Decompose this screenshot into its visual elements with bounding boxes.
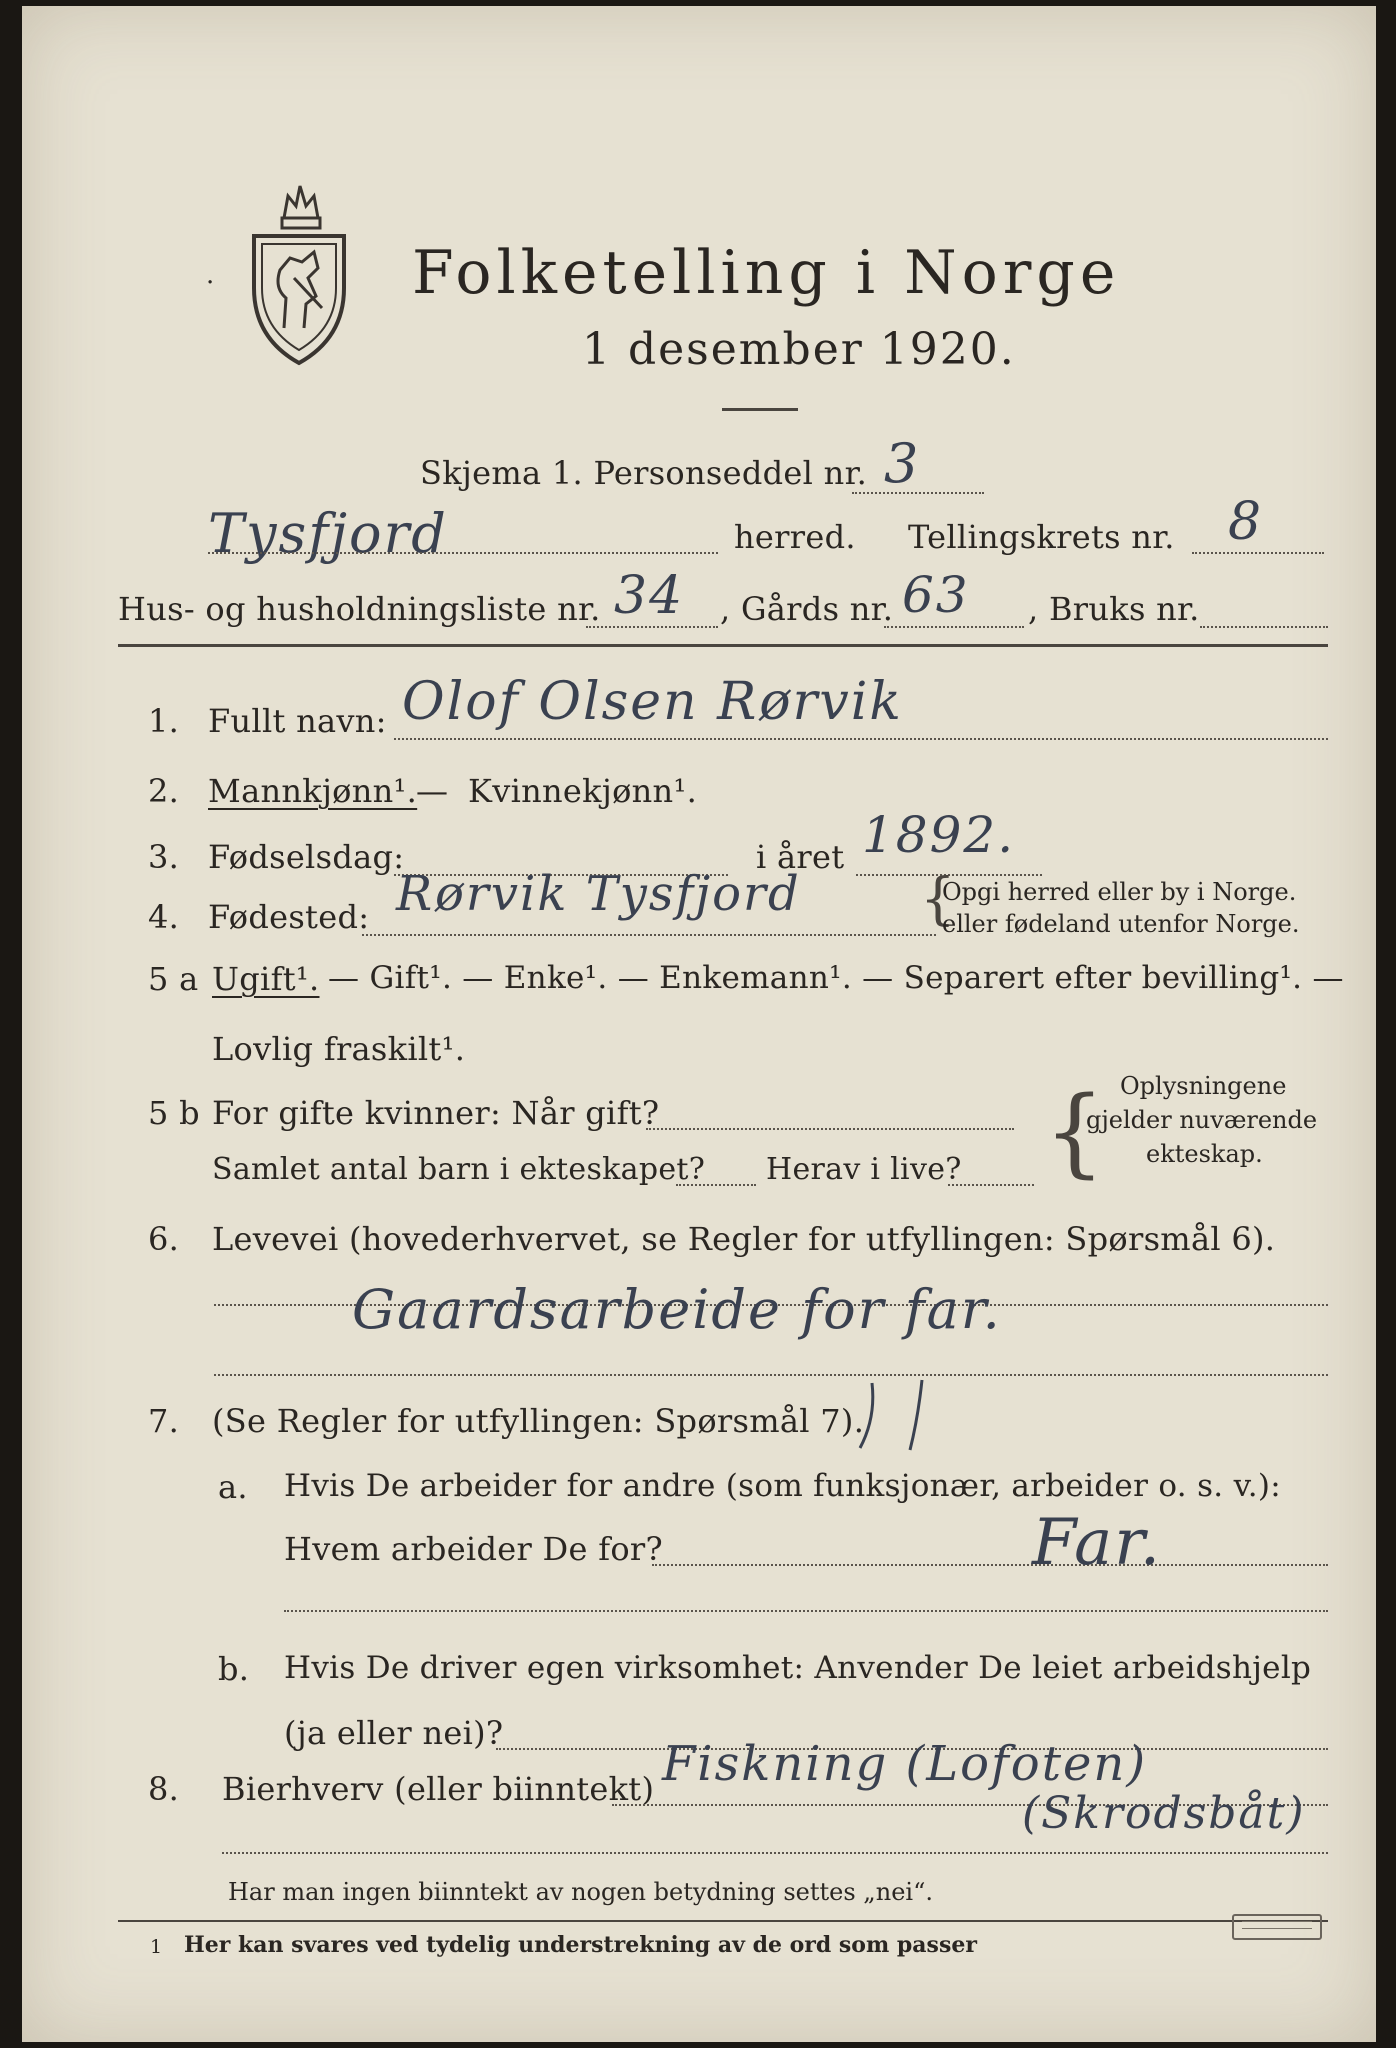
q5b-note-line3: ekteskap.	[1146, 1140, 1263, 1168]
q2-separator: —	[416, 772, 449, 810]
printer-stamp	[1232, 1914, 1322, 1940]
q4-dots	[362, 934, 936, 936]
q5b-brace: {	[1044, 1076, 1106, 1188]
q3-label: Fødselsdag:	[208, 838, 405, 876]
q8-dots-line2	[222, 1852, 1328, 1854]
q1-dots	[394, 738, 1328, 740]
q1-label: Fullt navn:	[208, 702, 387, 740]
q4-birthplace-value: Rørvik Tysfjord	[396, 866, 801, 922]
q4-note-line2: eller fødeland utenfor Norge.	[942, 910, 1300, 938]
q5b-alive-label: Herav i live?	[766, 1152, 962, 1187]
bruks-label: , Bruks nr.	[1028, 590, 1200, 628]
census-form-page	[22, 6, 1376, 2042]
header-rule	[118, 644, 1328, 647]
q2-female-option: Kvinnekjønn¹.	[468, 772, 698, 810]
q5b-number: 5 b	[148, 1094, 200, 1132]
footnote-text: Her kan svares ved tydelig understrekning av de ord som passer	[184, 1932, 977, 1958]
herred-dots	[208, 552, 718, 554]
q5b-children-label: Samlet antal barn i ekteskapet?	[212, 1152, 706, 1187]
coat-of-arms-emblem	[244, 178, 354, 368]
q1-full-name-value: Olof Olsen Rørvik	[402, 672, 903, 732]
q3-birth-year-value: 1892.	[862, 806, 1016, 864]
footnote-number: 1	[150, 1936, 163, 1958]
q8-side-income-value-line1: Fiskning (Lofoten)	[662, 1736, 1148, 1792]
gards-dots	[884, 626, 1024, 628]
q7a-dots-line2	[284, 1610, 1328, 1612]
q5b-alive-dots	[948, 1184, 1034, 1186]
tellingskrets-nr-value: 8	[1228, 492, 1264, 552]
footer-rule	[118, 1920, 1328, 1922]
husholdningsliste-dots	[586, 626, 718, 628]
q3-year-label: i året	[756, 838, 845, 876]
q2-number: 2.	[148, 772, 180, 810]
q3-number: 3.	[148, 838, 180, 876]
dot-mark: ·	[206, 268, 215, 298]
q5a-line2: Lovlig fraskilt¹.	[212, 1030, 466, 1068]
q5a-number: 5 a	[148, 960, 199, 998]
q7b-letter: b.	[218, 1650, 250, 1688]
q5b-note-line2: gjelder nuværende	[1086, 1106, 1318, 1134]
q7a-question: Hvem arbeider De for?	[284, 1530, 663, 1568]
q5b-children-dots	[676, 1184, 756, 1186]
q7a-label: Hvis De arbeider for andre (som funksjonær, arbeider o. s. v.):	[284, 1468, 1282, 1504]
q8-side-income-value-line2: (Skrodsbåt)	[1022, 1788, 1306, 1839]
skjema-label: Skjema 1. Personseddel nr.	[420, 454, 868, 492]
q5b-note-line1: Oplysningene	[1120, 1072, 1287, 1100]
gards-label: , Gårds nr.	[720, 590, 894, 628]
q7b-question: (ja eller nei)?	[284, 1714, 504, 1752]
q8-number: 8.	[148, 1770, 180, 1808]
q4-label: Fødested:	[208, 898, 370, 936]
tellingskrets-dots	[1192, 552, 1324, 554]
q7-pen-strokes	[852, 1378, 942, 1458]
bruks-dots	[1200, 626, 1328, 628]
q6-line2	[214, 1374, 1328, 1376]
q7a-employer-value: Far.	[1032, 1506, 1163, 1580]
q7a-dots	[652, 1564, 1328, 1566]
herred-label: herred.	[734, 518, 856, 556]
q4-brace: {	[920, 867, 956, 932]
husholdningsliste-label: Hus- og husholdningsliste nr.	[118, 590, 601, 628]
q8-label: Bierhverv (eller biinntekt)	[222, 1770, 655, 1808]
q7a-letter: a.	[218, 1468, 248, 1506]
q6-label: Levevei (hovederhvervet, se Regler for utfyllingen: Spørsmål 6).	[212, 1220, 1276, 1258]
footer-note: Har man ingen biinntekt av nogen betydning settes „nei“.	[228, 1878, 933, 1906]
q1-number: 1.	[148, 702, 180, 740]
q4-number: 4.	[148, 898, 180, 936]
q4-note-line1: Opgi herred eller by i Norge.	[942, 878, 1297, 906]
herred-value: Tysfjord	[208, 502, 448, 565]
q7-number: 7.	[148, 1402, 180, 1440]
q7b-label: Hvis De driver egen virksomhet: Anvender De leiet arbeidshjelp	[284, 1650, 1312, 1686]
q2-male-option: Mannkjønn¹.	[208, 772, 418, 810]
gards-nr-value: 63	[902, 566, 970, 624]
q5b-married-when-dots	[646, 1128, 1014, 1130]
personseddel-nr-value: 3	[884, 432, 921, 495]
q6-occupation-value: Gaardsarbeide for far.	[352, 1278, 1002, 1341]
form-title: Folketelling i Norge	[412, 238, 1121, 308]
q5a-ugift-option: Ugift¹.	[212, 960, 320, 998]
title-divider	[722, 408, 798, 411]
q6-number: 6.	[148, 1220, 180, 1258]
tellingskrets-label: Tellingskrets nr.	[908, 518, 1175, 556]
form-date: 1 desember 1920.	[582, 324, 1016, 375]
q5b-married-when-label: For gifte kvinner: Når gift?	[212, 1094, 660, 1132]
q5a-other-options: — Gift¹. — Enke¹. — Enkemann¹. — Separert efter bevilling¹. —	[328, 960, 1344, 996]
husholdningsliste-nr-value: 34	[614, 566, 685, 626]
q7-label: (Se Regler for utfyllingen: Spørsmål 7).	[212, 1402, 865, 1440]
